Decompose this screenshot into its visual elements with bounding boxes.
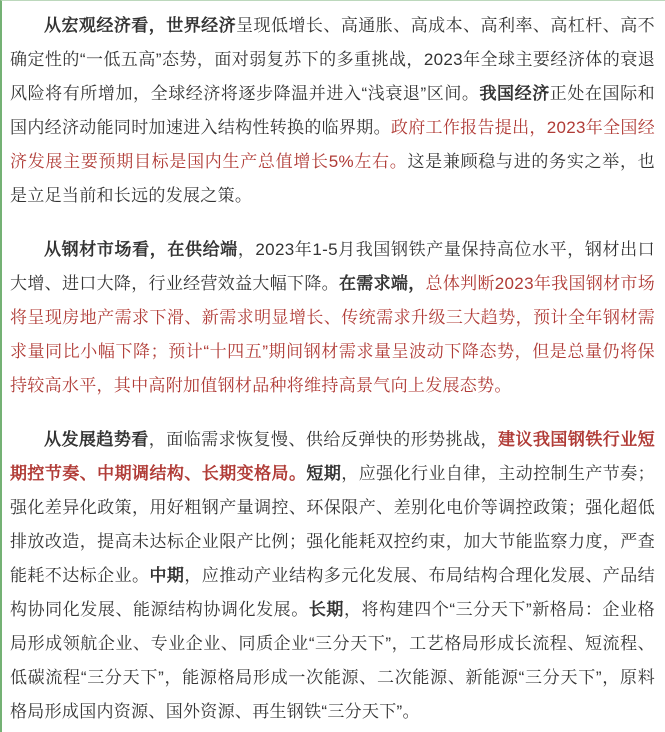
paragraph-3 [10,423,655,729]
document-body [2,1,665,729]
bold-text-run: 从发展趋势看 [44,430,149,449]
paragraph-2 [10,233,655,403]
bold-text-run: 长期 [308,600,344,619]
text-run: ，将构建四个“三分天下”新格局：企业格局形成领航企业、专业企业、同质企业“三分天下”，工艺格局形成长流程、短流程、低碳流程“三分天下”，能源格局形成一次能源、二次能源、新能源“三分天下”，原料格局形成国内资源、国外资源、再生钢铁“三分天下”。 [10,600,655,721]
paragraph-1 [10,9,655,213]
highlighted-text-run: 总体判断2023年我国钢材市场将呈现房地产需求下滑、新需求明显增长、传统需求升级三大趋势，预计全年钢材需求量同比小幅下降；预计“十四五”期间钢材需求量呈波动下降态势，但是总量仍将保持较高水平，其中高附加值钢材品种将维持高景气向上发展态势。 [10,274,656,395]
highlighted-text-run: 政府工作报告提出，2023年全国经济发展主要预期目标是国内生产总值增长5%左右。 [10,118,655,171]
bold-text-run: 中期 [149,566,185,585]
bold-text-run: 我国经济 [479,84,550,103]
text-run: 这是兼顾稳与进的务实之举，也是立足当前和长远的发展之策。 [10,152,655,205]
text-run: 呈现低增长、高通胀、高成本、高利率、高杠杆、高不确定性的“一低五高”态势，面对弱复苏下的多重挑战，2023年全球主要经济体的衰退风险将有所增加，全球经济将逐步降温并进入“浅衰退”区间。 [10,16,655,103]
text-run: ，面临需求恢复慢、供给反弹快的形势挑战， [148,430,499,449]
text-run: 正处在国际和国内经济动能同时加速进入结构性转换的临界期。 [10,84,655,137]
bold-text-run: 从钢材市场看，在供给端 [44,240,238,259]
bold-text-run: 短期 [306,464,342,483]
bold-text-run: 从宏观经济看，世界经济 [44,16,237,35]
text-run: ，2023年1-5月我国钢铁产量保持高位水平，钢材出口大增、进口大降，行业经营效益大幅下降。 [10,240,655,293]
bold-text-run: 在需求端， [338,274,426,293]
text-run: ，应推动产业结构多元化发展、布局结构合理化发展、产品结构协同化发展、能源结构协调化发展。 [10,566,655,619]
text-run: ，应强化行业自律，主动控制生产节奏；强化差异化政策，用好粗钢产量调控、环保限产、差别化电价等调控政策；强化超低排放改造，提高未达标企业限产比例；强化能耗双控约束，加大节能监察力度，严查能耗不达标企业。 [10,464,655,585]
highlighted-text-run: 建议我国钢铁行业短期控节奏、中期调结构、长期变格局。 [10,430,656,483]
